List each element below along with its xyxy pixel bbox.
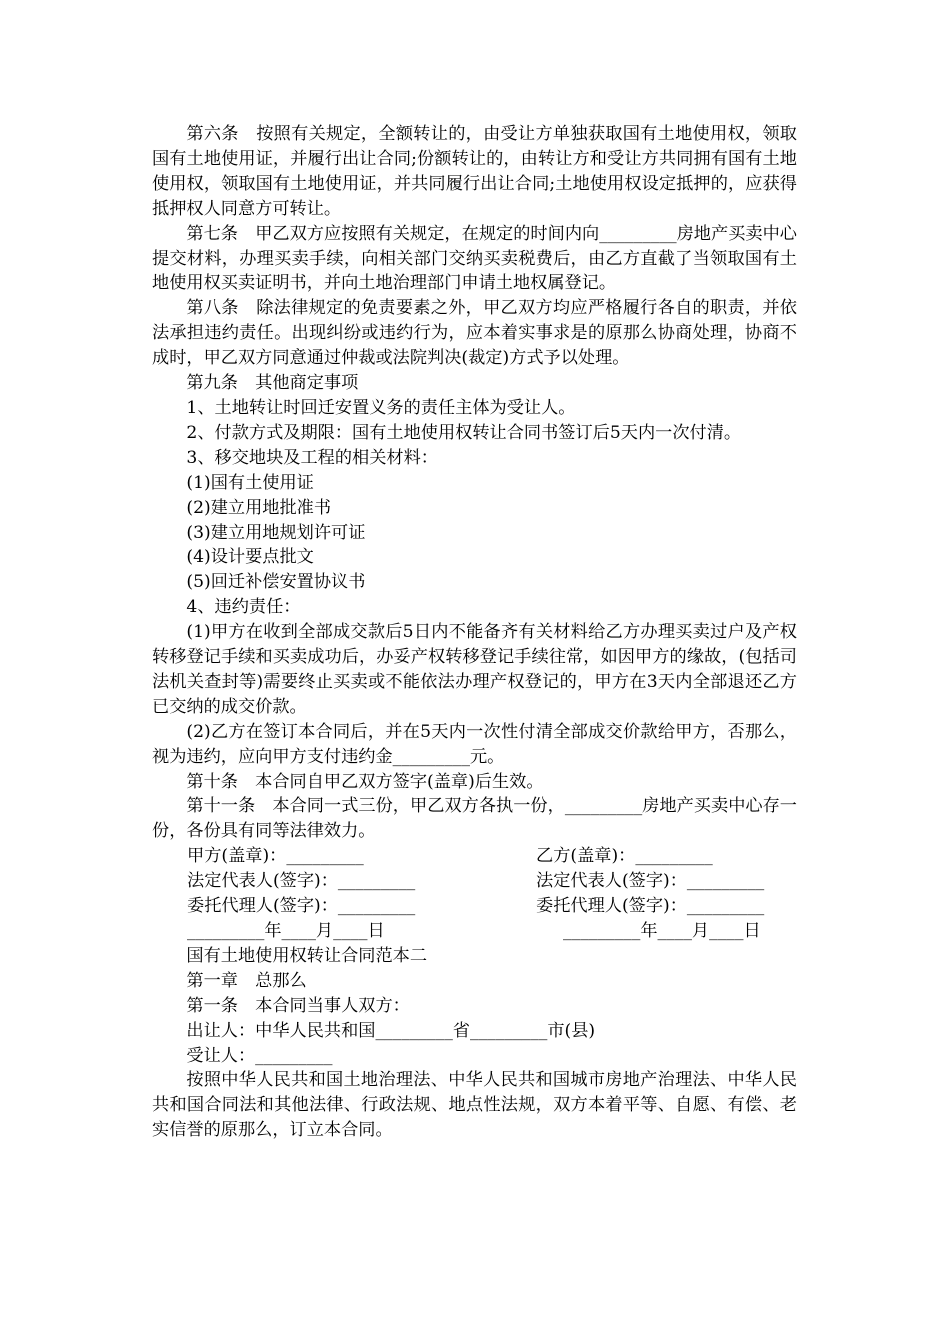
item-4-2: (2)乙方在签订本合同后，并在5天内一次性付清全部成交价款给甲方，否那么，视为违约，应向甲方支付违约金_________元。: [152, 721, 797, 767]
item-3: 3、移交地块及工程的相关材料：: [186, 447, 438, 468]
item-3-list-5: (5)回迁补偿安置协议书: [186, 572, 366, 593]
signature-block: [152, 844, 797, 944]
article-6: 第六条 按照有关规定，全额转让的，由受让方单独获取国有土地使用权，领取国有土地使用证，并履行出让合同;份额转让的，由转让方和受让方共同拥有国有土地使用权，领取国有土地使用证，并共同履行出让合同;土地使用权设定抵押的，应获得抵押权人同意方可转让。: [152, 124, 797, 219]
chapter-1: 第一章 总那么: [186, 970, 307, 991]
article-8: 第八条 除法律规定的免责要素之外，甲乙双方均应严格履行各自的职责，并依法承担违约责任。出现纠纷或违约行为，应本着实事求是的原那么协商处理，协商不成时，甲乙双方同意通过仲裁或法院判决(裁定)方式予以处理。: [152, 298, 797, 369]
document-body: [152, 122, 797, 1143]
party-b-seal: 乙方(盖章)：_________: [536, 846, 713, 867]
item-3-list-4: (4)设计要点批文: [186, 547, 314, 568]
preamble: 按照中华人民共和国土地治理法、中华人民共和国城市房地产治理法、中华人民共和国合同法和其他法律、行政法规、地点性法规，双方本着平等、自愿、有偿、老实信誉的原那么，订立本合同。: [152, 1070, 797, 1141]
flow-block-2: [152, 944, 797, 1143]
article-10: 第十条 本合同自甲乙双方签字(盖章)后生效。: [186, 771, 544, 792]
flow-block-1: [152, 122, 797, 844]
transferee: 受让人：_________: [186, 1045, 333, 1066]
article-9-title: 第九条 其他商定事项: [186, 373, 359, 394]
item-3-list-3: (3)建立用地规划许可证: [186, 522, 366, 543]
item-1: 1、土地转让时回迁安置义务的责任主体为受让人。: [186, 397, 576, 418]
item-3-list-1: (1)国有土使用证: [186, 472, 314, 493]
legal-rep-b: 法定代表人(签字)：_________: [536, 871, 765, 892]
date-a: _________年____月____日: [187, 920, 385, 941]
item-3-list-2: (2)建立用地批准书: [186, 497, 332, 518]
agent-a: 委托代理人(签字)：_________: [187, 896, 416, 917]
party-a-seal: 甲方(盖章)：_________: [187, 846, 364, 867]
agent-b: 委托代理人(签字)：_________: [536, 896, 765, 917]
article-7: 第七条 甲乙双方应按照有关规定，在规定的时间内向_________房地产买卖中心提交材料，办理买卖手续，向相关部门交纳买卖税费后，由乙方直截了当领取国有土地使用权买卖证明书，并向土地治理部门申请土地权属登记。: [152, 223, 797, 294]
date-b: _________年____月____日: [563, 920, 761, 941]
item-4-1: (1)甲方在收到全部成交款后5日内不能备齐有关材料给乙方办理买卖过户及产权转移登记手续和买卖成功后，办妥产权转移登记手续往常，如因甲方的缘故，(包括司法机关查封等)需要终止买卖或不能依法办理产权登记的，甲方在3天内全部退还乙方已交纳的成交价款。: [152, 622, 797, 717]
transferor: 出让人：中华人民共和国_________省_________市(县): [186, 1020, 596, 1041]
legal-rep-a: 法定代表人(签字)：_________: [187, 871, 416, 892]
item-2: 2、付款方式及期限：国有土地使用权转让合同书签订后5天内一次付清。: [186, 422, 742, 443]
article-11: 第十一条 本合同一式三份，甲乙双方各执一份，_________房地产买卖中心存一份，各份具有同等法律效力。: [152, 796, 797, 842]
sample-2-title: 国有土地使用权转让合同范本二: [186, 945, 428, 966]
s2-article-1: 第一条 本合同当事人双方：: [186, 995, 410, 1016]
item-4: 4、违约责任：: [186, 597, 301, 618]
